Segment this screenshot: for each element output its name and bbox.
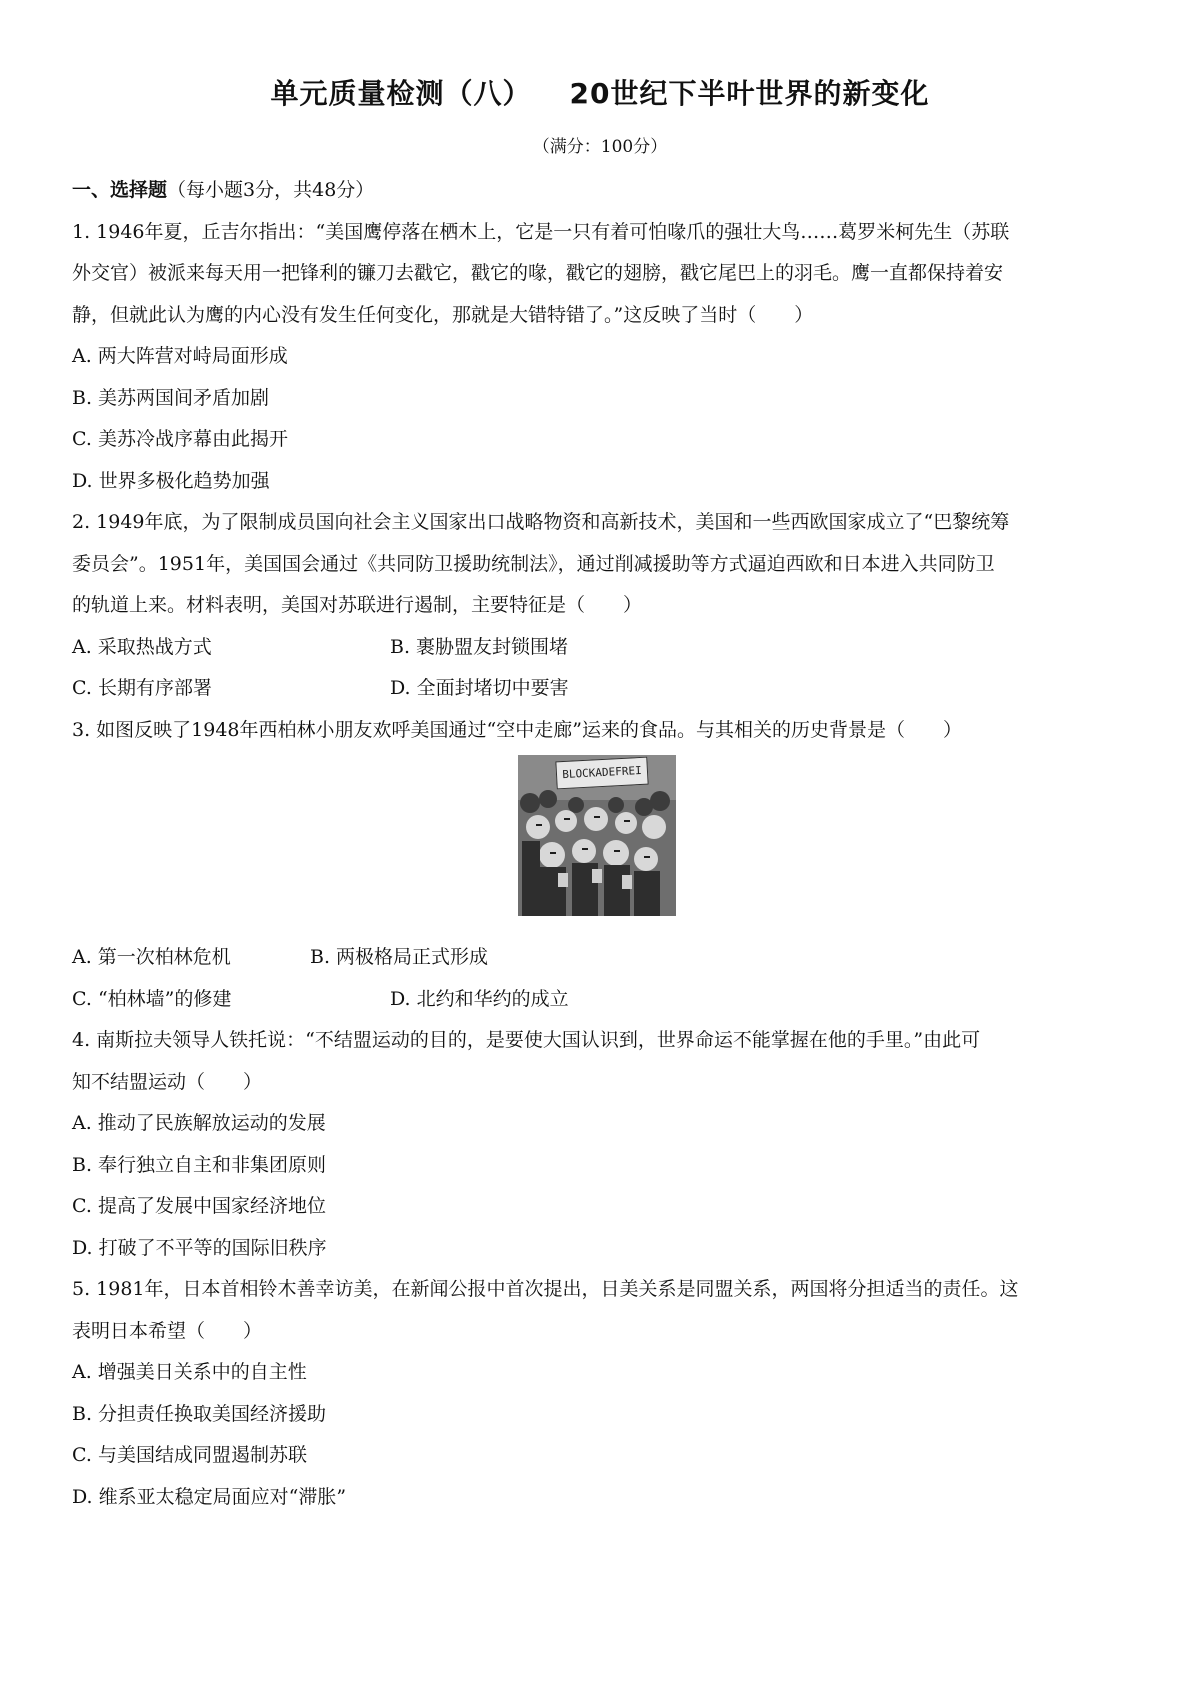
question-3-options-row-1 bbox=[72, 937, 1128, 979]
question-1-option-c: C. 美苏冷战序幕由此揭开 bbox=[72, 428, 288, 450]
question-3 bbox=[72, 710, 1128, 1021]
question-1-option-a: A. 两大阵营对峙局面形成 bbox=[72, 345, 288, 367]
question-1-line-3: 静，但就此认为鹰的内心没有发生任何变化，那就是大错特错了。”这反映了当时（ ） bbox=[72, 303, 814, 326]
question-3-option-a: A. 第一次柏林危机 bbox=[72, 946, 231, 968]
question-5-option-d: D. 维系亚太稳定局面应对“滞胀” bbox=[72, 1485, 347, 1508]
question-1-option-d: D. 世界多极化趋势加强 bbox=[72, 469, 270, 492]
question-5-option-b: B. 分担责任换取美国经济援助 bbox=[72, 1402, 327, 1425]
question-2-option-d: D. 全面封堵切中要害 bbox=[390, 677, 569, 699]
page-title bbox=[0, 72, 1200, 112]
question-3-option-d: D. 北约和华约的成立 bbox=[390, 987, 569, 1010]
question-2-line-2: 委员会”。1951年，美国国会通过《共同防卫援助统制法》，通过削减援助等方式逼迫西欧和日本进入共同防卫 bbox=[72, 552, 995, 575]
question-3-line-1: 3. 如图反映了1948年西柏林小朋友欢呼美国通过“空中走廊”运来的食品。与其相关的历史背景是（ ） bbox=[72, 718, 962, 741]
question-1-option-b: B. 美苏两国间矛盾加剧 bbox=[72, 386, 270, 409]
question-5-line-2: 表明日本希望（ ） bbox=[72, 1319, 263, 1342]
question-5 bbox=[72, 1269, 1128, 1518]
score-note: （满分：100分） bbox=[532, 137, 668, 157]
title-topic: 20世纪下半叶世界的新变化 bbox=[569, 77, 930, 110]
question-4-option-b: B. 奉行独立自主和非集团原则 bbox=[72, 1153, 327, 1176]
question-2-line-1: 2. 1949年底，为了限制成员国向社会主义国家出口战略物资和高新技术，美国和一些西欧国家成立了“巴黎统筹 bbox=[72, 511, 1010, 533]
question-2-option-c: C. 长期有序部署 bbox=[72, 677, 212, 699]
question-5-option-a: A. 增强美日关系中的自主性 bbox=[72, 1361, 307, 1383]
question-1 bbox=[72, 212, 1128, 503]
question-4-option-d: D. 打破了不平等的国际旧秩序 bbox=[72, 1236, 327, 1259]
question-3-options-row-2 bbox=[72, 979, 1128, 1021]
title-unit: 单元质量检测（八） bbox=[270, 77, 532, 110]
question-5-line-1: 5. 1981年，日本首相铃木善幸访美，在新闻公报中首次提出，日美关系是同盟关系，两国将分担适当的责任。这 bbox=[72, 1278, 1019, 1300]
section-label: 一、选择题 bbox=[72, 179, 168, 201]
question-3-figure-area bbox=[72, 751, 1128, 937]
question-4-option-a: A. 推动了民族解放运动的发展 bbox=[72, 1112, 326, 1134]
section-heading bbox=[72, 170, 1128, 212]
question-5-option-c: C. 与美国结成同盟遏制苏联 bbox=[72, 1444, 307, 1466]
question-4 bbox=[72, 1020, 1128, 1269]
question-2-option-a: A. 采取热战方式 bbox=[72, 635, 212, 658]
question-2 bbox=[72, 502, 1128, 710]
question-3-option-c: C. “柏林墙”的修建 bbox=[72, 987, 232, 1010]
question-2-line-3: 的轨道上来。材料表明，美国对苏联进行遏制，主要特征是（ ） bbox=[72, 594, 643, 616]
question-3-option-b: B. 两极格局正式形成 bbox=[310, 946, 489, 968]
question-list bbox=[72, 170, 1128, 1518]
berlin-children-photo bbox=[518, 755, 676, 916]
question-4-line-2: 知不结盟运动（ ） bbox=[72, 1070, 263, 1093]
blockade-sign: BLOCKADEFREI bbox=[555, 757, 648, 790]
question-2-option-b: B. 裹胁盟友封锁围堵 bbox=[390, 635, 569, 658]
question-2-options-row-2 bbox=[72, 668, 1128, 710]
question-1-line-1: 1. 1946年夏，丘吉尔指出：“美国鹰停落在栖木上，它是一只有着可怕喙爪的强壮大鸟……葛罗米柯先生（苏联 bbox=[72, 220, 1010, 243]
question-4-option-c: C. 提高了发展中国家经济地位 bbox=[72, 1195, 326, 1217]
question-2-options-row-1 bbox=[72, 627, 1128, 669]
question-1-line-2: 外交官）被派来每天用一把锋利的镰刀去戳它，戳它的喙，戳它的翅膀，戳它尾巴上的羽毛。鹰一直都保持着安 bbox=[72, 262, 1004, 284]
section-note: （每小题3分，共48分） bbox=[167, 179, 375, 201]
question-4-line-1: 4. 南斯拉夫领导人铁托说：“不结盟运动的目的，是要使大国认识到，世界命运不能掌握在他的手里。”由此可 bbox=[72, 1029, 981, 1051]
